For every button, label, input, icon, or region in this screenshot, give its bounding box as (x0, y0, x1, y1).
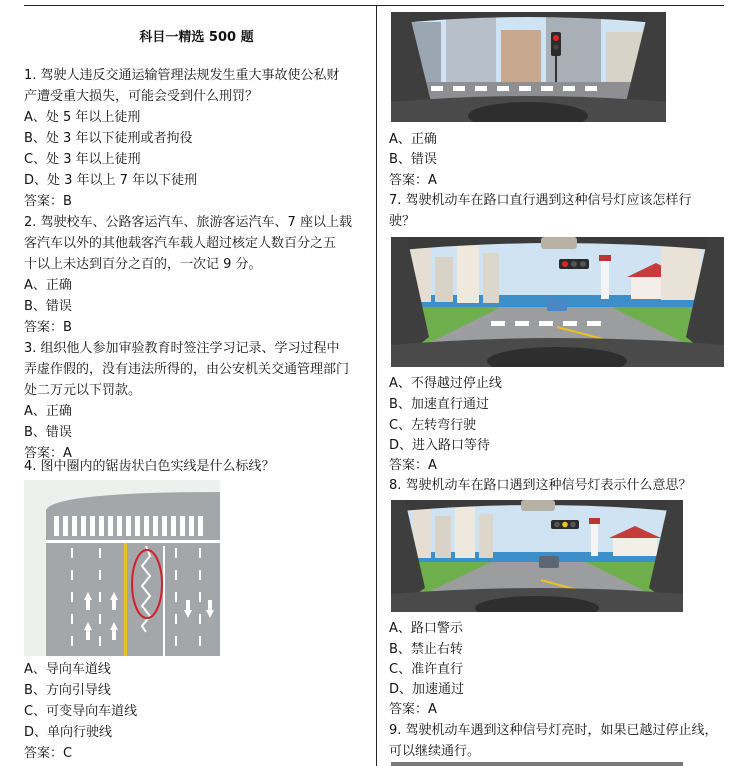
question-3-line-2: 弄虚作假的，没有违法所得的，由公安机关交通管理部门 (24, 362, 350, 377)
q8-answer: 答案：A (389, 702, 437, 717)
q7-option-d: D、进入路口等待 (389, 438, 491, 453)
q1-option-c: C、处 3 年以上徒刑 (24, 152, 141, 167)
lane-marking-diagram (24, 480, 220, 656)
q1-answer: 答案：B (24, 194, 72, 209)
q6-answer: 答案：A (389, 173, 437, 188)
question-8-line-1: 8. 驾驶机动车在路口遇到这种信号灯表示什么意思？ (389, 478, 692, 493)
q4-option-d: D、单向行驶线 (24, 725, 113, 740)
q1-option-d: D、处 3 年以上 7 年以下徒刑 (24, 173, 198, 188)
q7-answer: 答案：A (389, 458, 437, 473)
question-1-line-2: 产遭受重大损失，可能会受到什么刑罚？ (24, 89, 259, 104)
q8-option-a: A、路口警示 (389, 621, 463, 636)
q6-option-b: B、错误 (389, 152, 437, 167)
column-divider (376, 5, 377, 766)
q6-option-a: A、正确 (389, 132, 437, 147)
q7-option-a: A、不得越过停止线 (389, 376, 502, 391)
q4-option-c: C、可变导向车道线 (24, 704, 138, 719)
question-2-line-1: 2. 驾驶校车、公路客运汽车、旅游客运汽车、7 座以上载 (24, 215, 352, 230)
q3-option-b: B、错误 (24, 425, 72, 440)
q1-option-b: B、处 3 年以下徒刑或者拘役 (24, 131, 193, 146)
question-9-line-1: 9. 驾驶机动车遇到这种信号灯亮时，如果已越过停止线， (389, 723, 718, 738)
q4-answer: 答案：C (24, 746, 73, 761)
question-2-line-2: 客汽车以外的其他载客汽车载人超过核定人数百分之五 (24, 236, 337, 251)
q7-option-c: C、左转弯行驶 (389, 418, 477, 433)
q2-option-b: B、错误 (24, 299, 72, 314)
question-3-line-1: 3. 组织他人参加审验教育时签注学习记录、学习过程中 (24, 341, 340, 356)
question-1-line-1: 1. 驾驶人违反交通运输管理法规发生重大事故使公私财 (24, 68, 340, 83)
q4-option-b: B、方向引导线 (24, 683, 111, 698)
question-7-line-1: 7. 驾驶机动车在路口直行遇到这种信号灯应该怎样行 (389, 193, 692, 208)
q7-option-b: B、加速直行通过 (389, 397, 489, 412)
question-4-line-1: 4. 图中圈内的锯齿状白色实线是什么标线？ (24, 459, 275, 474)
q4-option-a: A、导向车道线 (24, 662, 111, 677)
q3-option-a: A、正确 (24, 404, 72, 419)
q8-option-b: B、禁止右转 (389, 642, 463, 657)
q8-option-c: C、准许直行 (389, 662, 464, 677)
q8-option-d: D、加速通过 (389, 682, 465, 697)
q9-traffic-photo-top (391, 762, 683, 766)
top-rule (24, 5, 724, 6)
question-7-line-2: 驶？ (389, 214, 416, 229)
q7-traffic-photo (391, 237, 724, 367)
question-9-line-2: 可以继续通行。 (389, 744, 481, 759)
q2-answer: 答案：B (24, 320, 72, 335)
question-2-line-3: 十以上未达到百分之百的，一次记 9 分。 (24, 257, 262, 272)
q3-answer: 答案：A (24, 446, 72, 461)
q2-option-a: A、正确 (24, 278, 72, 293)
question-3-line-3: 处二万元以下罚款。 (24, 383, 142, 398)
q1-option-a: A、处 5 年以上徒刑 (24, 110, 141, 125)
q8-traffic-photo (391, 500, 683, 612)
q6-traffic-photo (391, 12, 666, 122)
document-title: 科目一精选 500 题 (139, 30, 254, 45)
